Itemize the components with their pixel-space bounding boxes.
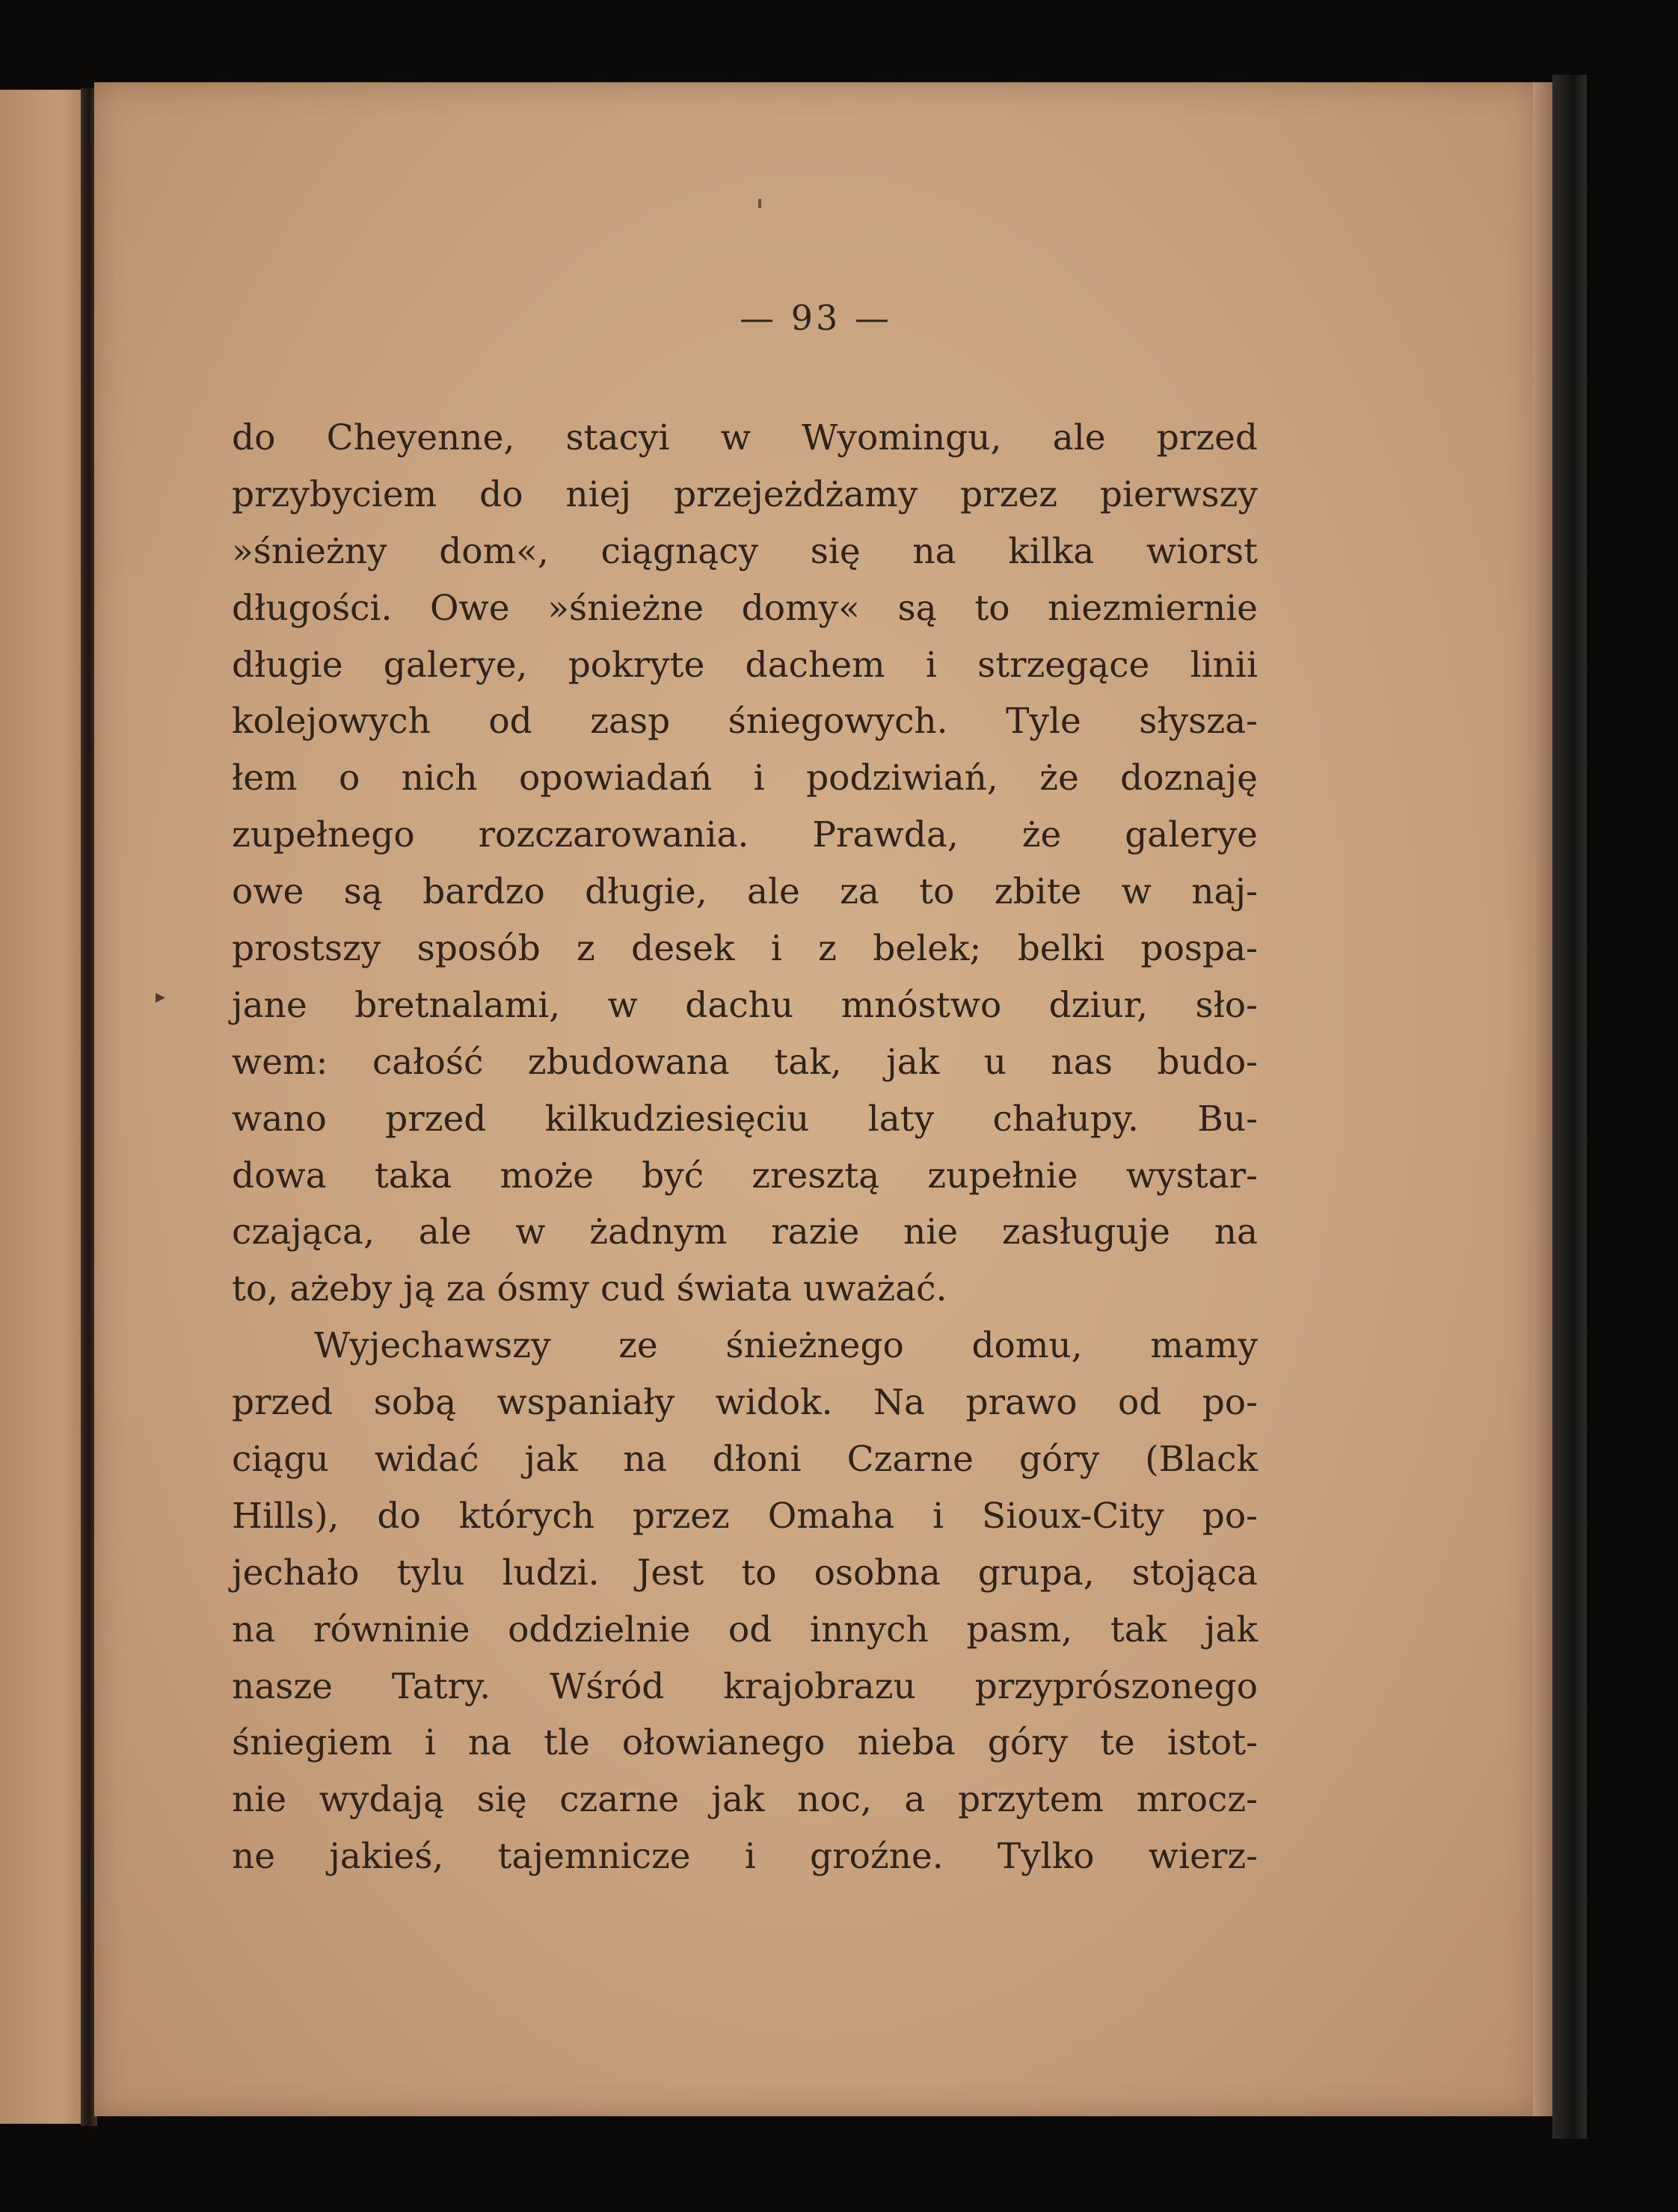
text-line: prostszy sposób z desek i z belek; belki pospa-	[232, 928, 1258, 970]
paper-speck	[758, 199, 761, 208]
text-line: nasze Tatry. Wśród krajobrazu przyprószonego	[232, 1665, 1258, 1707]
text-line: na równinie oddzielnie od innych pasm, tak jak	[232, 1609, 1258, 1650]
text-line: to, ażeby ją za ósmy cud świata uważać.	[232, 1268, 947, 1310]
paragraph-1	[232, 410, 1258, 1318]
margin-mark: ▸	[156, 986, 166, 1008]
text-line: jane bretnalami, w dachu mnóstwo dziur, sło-	[232, 984, 1258, 1026]
text-line: śniegiem i na tle ołowianego nieba góry te istot-	[232, 1722, 1258, 1764]
text-line: Hills), do których przez Omaha i Sioux-City po-	[232, 1495, 1258, 1537]
paragraph-2	[232, 1318, 1258, 1885]
page-number: — 93 —	[740, 298, 892, 338]
text-line: długie galerye, pokryte dachem i strzegące linii	[232, 644, 1258, 686]
text-line: ciągu widać jak na dłoni Czarne góry (Black	[232, 1439, 1258, 1481]
text-line: ne jakieś, tajemnicze i groźne. Tylko wierz-	[232, 1836, 1258, 1878]
text-line: »śnieżny dom«, ciągnący się na kilka wiorst	[232, 530, 1258, 572]
text-line: dowa taka może być zresztą zupełnie wystar-	[232, 1155, 1258, 1196]
text-line: nie wydają się czarne jak noc, a przytem mrocz-	[232, 1779, 1258, 1821]
page-edge-right	[1533, 82, 1552, 2116]
text-line: owe są bardzo długie, ale za to zbite w naj-	[232, 871, 1258, 913]
text-line: zupełnego rozczarowania. Prawda, że galerye	[232, 814, 1258, 856]
text-line: wano przed kilkudziesięciu laty chałupy. Bu-	[232, 1098, 1258, 1140]
book-cover-edge	[1552, 75, 1587, 2139]
text-line: czająca, ale w żadnym razie nie zasługuje na	[232, 1211, 1258, 1253]
text-line: przybyciem do niej przejeżdżamy przez pierwszy	[232, 473, 1258, 515]
text-line: jechało tylu ludzi. Jest to osobna grupa, stojąca	[232, 1552, 1258, 1594]
previous-page-edge	[0, 90, 88, 2124]
text-line: wem: całość zbudowana tak, jak u nas budo-	[232, 1041, 1258, 1083]
text-line: kolejowych od zasp śniegowych. Tyle słysza-	[232, 701, 1258, 743]
text-line: do Cheyenne, stacyi w Wyomingu, ale przed	[232, 417, 1258, 458]
text-line: łem o nich opowiadań i podziwiań, że doznaję	[232, 758, 1258, 799]
text-line: długości. Owe »śnieżne domy« są to niezmiernie	[232, 587, 1258, 629]
text-line: przed sobą wspaniały widok. Na prawo od po-	[232, 1382, 1258, 1424]
text-line: Wyjechawszy ze śnieżnego domu, mamy	[314, 1325, 1258, 1367]
page-text	[232, 410, 1258, 1885]
